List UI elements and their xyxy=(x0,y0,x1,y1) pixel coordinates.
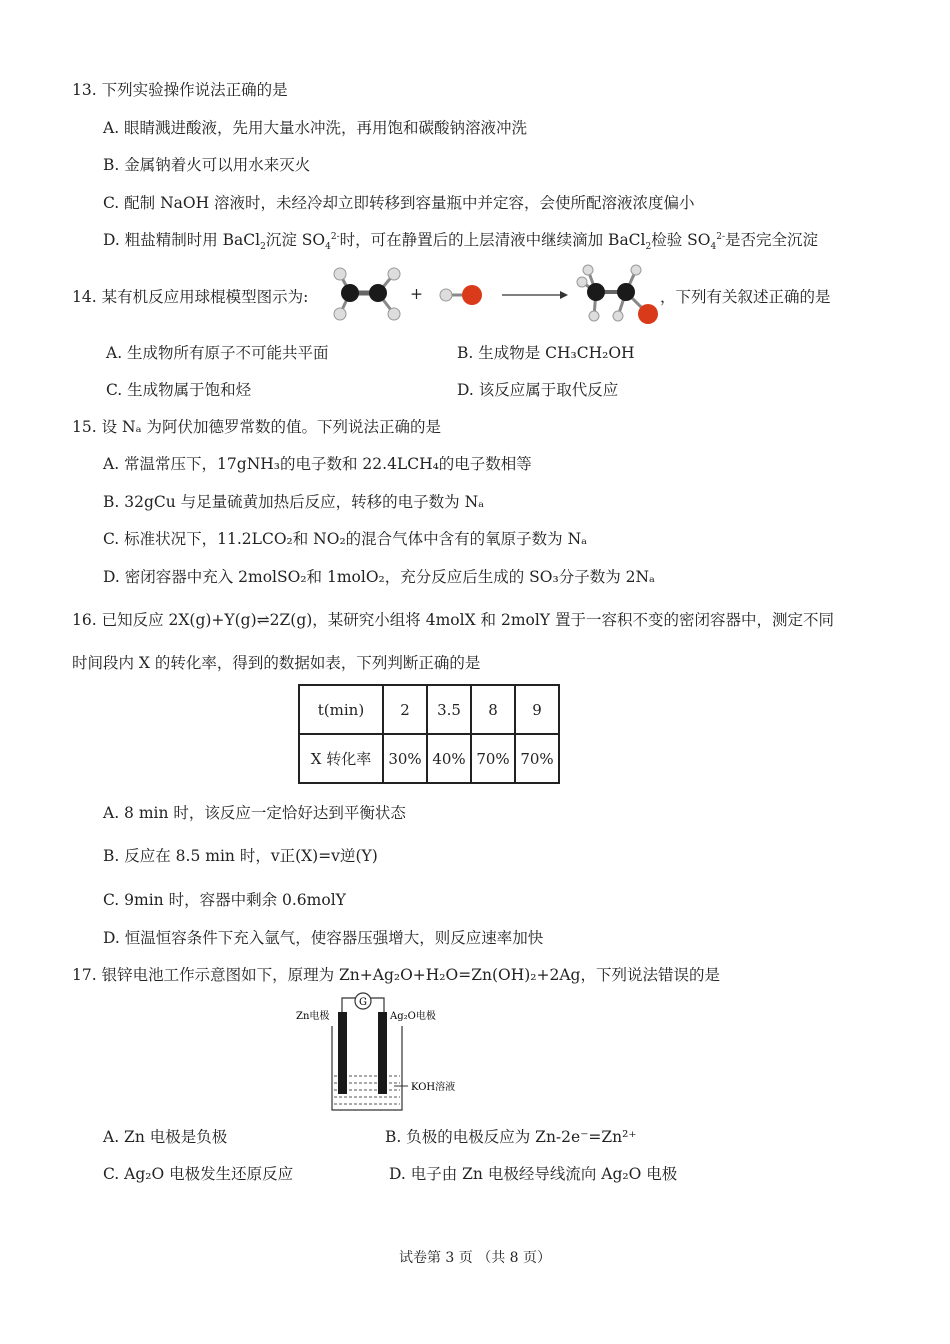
table-header-cell: 8 xyxy=(471,685,515,734)
page-footer: 试卷第 3 页 （共 8 页） xyxy=(398,1250,552,1266)
battery-diagram xyxy=(290,992,490,1114)
plus-sign: + xyxy=(410,285,423,303)
table-header-cell: 3.5 xyxy=(427,685,471,734)
table-cell: 40% xyxy=(427,734,471,783)
table-cell: 70% xyxy=(471,734,515,783)
reaction-arrow xyxy=(502,288,570,302)
ethylene-model xyxy=(328,262,408,324)
q13-option-c: C. 配制 NaOH 溶液时，未经冷却立即转移到容量瓶中并定容，会使所配溶液浓度偏小 xyxy=(103,194,695,212)
zn-electrode-label: Zn电极 xyxy=(296,1011,330,1022)
q15-option-a: A. 常温常压下，17gNH₃的电子数和 22.4LCH₄的电子数相等 xyxy=(103,455,532,473)
q14-option-a: A. 生成物所有原子不可能共平面 xyxy=(106,344,329,362)
q17-option-a: A. Zn 电极是负极 xyxy=(103,1128,228,1146)
water-model xyxy=(432,280,488,310)
table-header-cell: 2 xyxy=(383,685,427,734)
q16-option-a: A. 8 min 时，该反应一定恰好达到平衡状态 xyxy=(103,804,406,822)
table-header-cell: 9 xyxy=(515,685,559,734)
table-cell: 30% xyxy=(383,734,427,783)
q15-option-d: D. 密闭容器中充入 2molSO₂和 1molO₂，充分反应后生成的 SO₃分子数为 2Nₐ xyxy=(103,568,656,586)
ethanol-model xyxy=(574,260,664,330)
ag2o-electrode-label: Ag₂O电极 xyxy=(390,1011,436,1022)
q16-stem-line2: 时间段内 X 的转化率，得到的数据如表，下列判断正确的是 xyxy=(72,654,481,672)
q14-stem: 14. 某有机反应用球棍模型图示为: xyxy=(72,288,309,306)
table-cell: X 转化率 xyxy=(299,734,383,783)
q16-option-d: D. 恒温恒容条件下充入氩气，使容器压强增大，则反应速率加快 xyxy=(103,929,544,947)
q13-option-a: A. 眼睛溅进酸液，先用大量水冲洗，再用饱和碳酸钠溶液冲洗 xyxy=(103,119,528,137)
q14-stem-tail: ，下列有关叙述正确的是 xyxy=(660,288,831,306)
q14-option-d: D. 该反应属于取代反应 xyxy=(457,381,619,399)
conversion-table xyxy=(298,684,560,784)
q15-stem: 15. 设 Nₐ 为阿伏加德罗常数的值。下列说法正确的是 xyxy=(72,418,441,436)
q13-stem: 13. 下列实验操作说法正确的是 xyxy=(72,81,288,99)
zn-electrode xyxy=(338,1012,347,1094)
q17-option-d: D. 电子由 Zn 电极经导线流向 Ag₂O 电极 xyxy=(389,1165,678,1183)
table-row xyxy=(299,734,559,783)
table-cell: 70% xyxy=(515,734,559,783)
galvanometer-label: G xyxy=(359,997,367,1008)
koh-label: KOH溶液 xyxy=(411,1082,456,1093)
q15-option-c: C. 标准状况下，11.2LCO₂和 NO₂的混合气体中含有的氧原子数为 Nₐ xyxy=(103,530,588,548)
q16-option-c: C. 9min 时，容器中剩余 0.6molY xyxy=(103,891,346,909)
table-header-cell: t(min) xyxy=(299,685,383,734)
q17-option-c: C. Ag₂O 电极发生还原反应 xyxy=(103,1165,294,1183)
ag2o-electrode xyxy=(378,1012,387,1094)
q13-option-d: D. 粗盐精制时用 BaCl$_2$沉淀 $SO_4^{2-}$时，可在静置后的上层清液中继续滴加 BaCl$_2$检验 $SO_4^{2-}$是否完全沉淀 xyxy=(103,231,819,253)
table-row xyxy=(299,685,559,734)
q15-option-b: B. 32gCu 与足量硫黄加热后反应，转移的电子数为 Nₐ xyxy=(103,493,485,511)
q17-stem: 17. 银锌电池工作示意图如下，原理为 Zn+Ag₂O+H₂O=Zn(OH)₂+2Ag，下列说法错误的是 xyxy=(72,966,720,984)
q16-option-b: B. 反应在 8.5 min 时，v正(X)=v逆(Y) xyxy=(103,847,378,865)
q16-stem-line1: 16. 已知反应 2X(g)+Y(g)⇌2Z(g)，某研究小组将 4molX 和 2molY 置于一容积不变的密闭容器中，测定不同 xyxy=(72,611,834,629)
q17-option-b: B. 负极的电极反应为 Zn-2e⁻=Zn²⁺ xyxy=(385,1128,637,1146)
q14-option-c: C. 生成物属于饱和烃 xyxy=(106,381,252,399)
q13-option-b: B. 金属钠着火可以用水来灭火 xyxy=(103,156,311,174)
q14-option-b: B. 生成物是 CH₃CH₂OH xyxy=(457,344,635,362)
